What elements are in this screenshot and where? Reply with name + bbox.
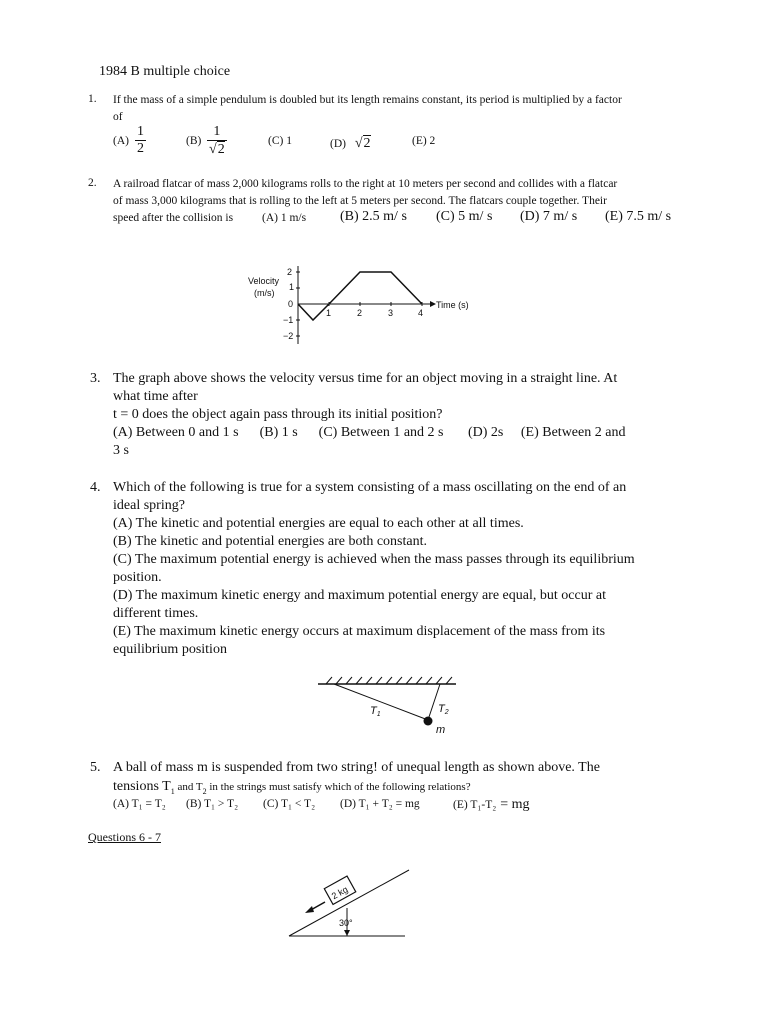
y-tick-label: 2 bbox=[287, 267, 293, 277]
y-tick-label: 1 bbox=[289, 282, 295, 292]
question-options: (A) Between 0 and 1 s (B) 1 s (C) Between 1 and 2 s (D) 2s (E) Between 2 and bbox=[113, 425, 626, 440]
denominator: √2 bbox=[209, 142, 225, 157]
option-e bbox=[453, 795, 530, 813]
text-run: in the strings must satisfy which of the following relations? bbox=[206, 781, 471, 793]
block-mass-label: 2 kg bbox=[329, 884, 350, 902]
ball-mass bbox=[424, 717, 433, 726]
motion-arrow-head bbox=[305, 906, 314, 913]
subscript: 2 bbox=[202, 787, 207, 797]
text-run: and T bbox=[174, 781, 203, 793]
two-string-figure bbox=[312, 672, 462, 738]
question-text: If the mass of a simple pendulum is doubled but its length remains constant, its period is multiplied by a factor bbox=[113, 94, 622, 106]
question-number: 4. bbox=[90, 480, 101, 495]
y-axis-unit: (m/s) bbox=[254, 288, 275, 298]
angle-label: 30° bbox=[339, 918, 353, 928]
option-b bbox=[186, 135, 201, 147]
root-two: √2 bbox=[354, 136, 371, 151]
option-d bbox=[330, 135, 371, 152]
numerator: 1 bbox=[137, 124, 144, 139]
denominator: 2 bbox=[137, 141, 144, 156]
option-label: (B) bbox=[186, 135, 202, 147]
velocity-time-graph bbox=[240, 262, 470, 348]
page-title: 1984 B multiple choice bbox=[99, 64, 231, 79]
question-text: Which of the following is true for a system consisting of a mass oscillating on the end of an bbox=[113, 480, 627, 495]
option-b: (B) 2.5 m/ s bbox=[340, 209, 407, 224]
text-run: (E) T₁-T₂ bbox=[453, 799, 497, 811]
y-axis-label: Velocity bbox=[248, 276, 280, 286]
question-text: t = 0 does the object again pass through its initial position? bbox=[113, 407, 443, 422]
option-e-cont: equilibrium position bbox=[113, 642, 227, 657]
question-number: 5. bbox=[90, 760, 101, 775]
x-tick-label: 3 bbox=[388, 308, 394, 318]
question-text: A railroad flatcar of mass 2,000 kilograms rolls to the right at 10 meters per second and collides with a flatcar bbox=[113, 178, 618, 190]
ceiling-hatching bbox=[326, 677, 452, 684]
option-e: (E) 7.5 m/ s bbox=[605, 209, 672, 224]
x-tick-label: 2 bbox=[357, 308, 363, 318]
option-b: (B) T₁ > T₂ bbox=[186, 798, 239, 810]
question-text: of mass 3,000 kilograms that is rolling to the left at 5 meters per second. The flatcars couple together. Their bbox=[113, 195, 607, 207]
option-c: (C) The maximum potential energy is achieved when the mass passes through its equilibrium bbox=[113, 552, 635, 567]
option-e: (E) The maximum kinetic energy occurs at maximum displacement of the mass from its bbox=[113, 624, 606, 639]
y-tick-label: −2 bbox=[283, 331, 294, 341]
section-heading: Questions 6 - 7 bbox=[88, 830, 161, 844]
subscript: 1 bbox=[170, 787, 175, 797]
text-run: tensions T bbox=[113, 779, 171, 794]
y-tick-label: −1 bbox=[283, 315, 294, 325]
x-axis-label: Time (s) bbox=[436, 300, 469, 310]
question-text: The graph above shows the velocity versus time for an object moving in a straight line. At bbox=[113, 371, 618, 386]
option-b: (B) The kinetic and potential energies are both constant. bbox=[113, 534, 427, 549]
option-a bbox=[113, 135, 129, 147]
option-e: (E) 2 bbox=[412, 135, 436, 147]
radicand: 2 bbox=[217, 142, 225, 157]
radicand: 2 bbox=[363, 136, 371, 151]
numerator: 1 bbox=[207, 124, 227, 141]
question-options: 3 s bbox=[113, 443, 129, 458]
question-text bbox=[113, 777, 471, 796]
option-d-cont: different times. bbox=[113, 606, 199, 621]
x-tick-label: 4 bbox=[418, 308, 424, 318]
option-c: (C) T₁ < T₂ bbox=[263, 798, 316, 810]
question-text: of bbox=[113, 111, 123, 123]
option-c: (C) 1 bbox=[268, 135, 292, 147]
question-text: A ball of mass m is suspended from two string! of unequal length as shown above. The bbox=[113, 760, 600, 775]
option-a: (A) T₁ = T₂ bbox=[113, 798, 166, 810]
incline-figure bbox=[285, 862, 410, 942]
block bbox=[324, 876, 355, 904]
label-t2: T2 bbox=[438, 703, 449, 716]
question-number: 3. bbox=[90, 371, 101, 386]
option-d: (D) 7 m/ s bbox=[520, 209, 578, 224]
question-text: ideal spring? bbox=[113, 498, 185, 513]
option-c: (C) 5 m/ s bbox=[436, 209, 493, 224]
fraction-one-half bbox=[135, 124, 146, 157]
x-tick-label: 1 bbox=[326, 308, 332, 318]
option-label: (D) bbox=[330, 138, 346, 150]
question-number: 2. bbox=[88, 177, 97, 189]
y-tick-label: 0 bbox=[288, 299, 294, 309]
text-run: = mg bbox=[500, 797, 530, 812]
angle-arrow bbox=[344, 930, 350, 936]
question-number: 1. bbox=[88, 93, 97, 105]
option-a: (A) 1 m/s bbox=[262, 212, 307, 224]
label-m: m bbox=[436, 724, 446, 736]
option-d: (D) The maximum kinetic energy and maximum potential energy are equal, but occur at bbox=[113, 588, 606, 603]
string-t1 bbox=[334, 684, 428, 720]
option-a: (A) The kinetic and potential energies are equal to each other at all times. bbox=[113, 516, 524, 531]
option-c-cont: position. bbox=[113, 570, 162, 585]
question-text: what time after bbox=[113, 389, 198, 404]
label-t1: T1 bbox=[370, 705, 381, 718]
fraction-one-over-root-two bbox=[207, 124, 227, 158]
option-d: (D) T₁ + T₂ = mg bbox=[340, 798, 420, 810]
option-label: (A) bbox=[113, 135, 129, 147]
question-text: speed after the collision is bbox=[113, 212, 234, 224]
